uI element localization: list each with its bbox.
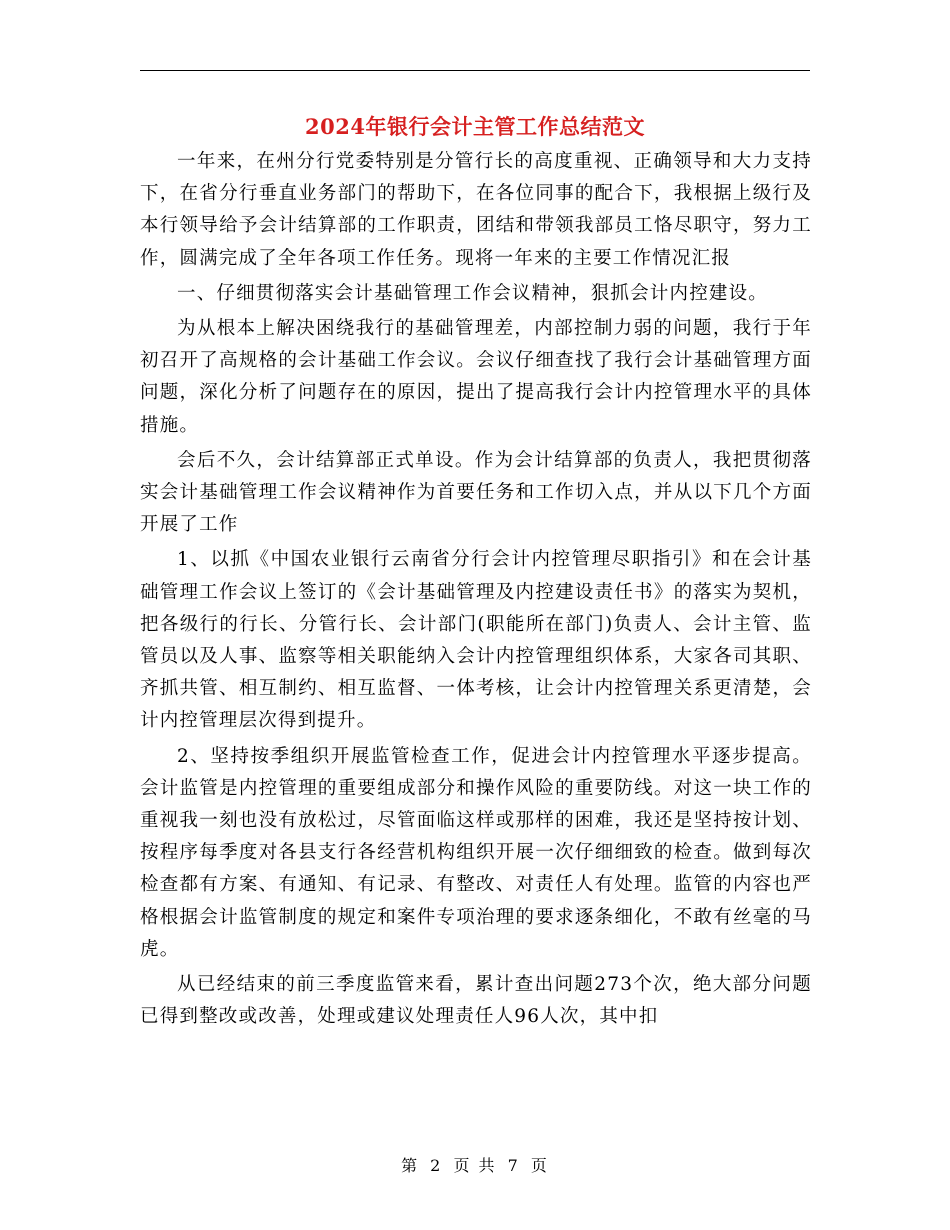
footer-page-number: 2 [430, 1156, 443, 1175]
paragraph-item-2: 2、坚持按季组织开展监管检查工作，促进会计内控管理水平逐步提高。会计监管是内控管理的重要组成部分和操作风险的重要防线。对这一块工作的重视我一刻也没有放松过，尽管面临这样或那样的困难，我还是坚持按计划、按程序每季度对各县支行各经营机构组织开展一次仔细细致的检查。做到每次检查都有方案、有通知、有记录、有整改、对责任人有处理。监管的内容也严格根据会计监管制度的规定和案件专项治理的要求逐条细化，不敢有丝毫的马虎。 [140, 745, 812, 960]
paragraph-meeting: 为从根本上解决困绕我行的基础管理差，内部控制力弱的问题，我行于年初召开了高规格的会计基础工作会议。会议仔细查找了我行会计基础管理方面问题，深化分析了问题存在的原因，提出了提高我行会计内控管理水平的具体措施。 [140, 318, 812, 436]
paragraph-item-1: 1、以抓《中国农业银行云南省分行会计内控管理尽职指引》和在会计基础管理工作会议上签订的《会计基础管理及内控建设责任书》的落实为契机，把各级行的行长、分管行长、会计部门(职能所在部门)负责人、会计主管、监管员以及人事、监察等相关职能纳入会计内控管理组织体系，大家各司其职、齐抓共管、相互制约、相互监督、一体考核，让会计内控管理关系更清楚，会计内控管理层次得到提升。 [140, 549, 812, 732]
document-title: 2024年银行会计主管工作总结范文 [305, 114, 645, 139]
footer-suffix: 页 [530, 1156, 549, 1175]
footer-middle: 页 共 [453, 1156, 497, 1175]
paragraph-results: 从已经结束的前三季度监管来看，累计查出问题273个次，绝大部分问题已得到整改或改善，处理或建议处理责任人96人次，其中扣 [140, 974, 812, 1028]
paragraph-intro: 一年来，在州分行党委特别是分管行长的高度重视、正确领导和大力支持下，在省分行垂直业务部门的帮助下，在各位同事的配合下，我根据上级行及本行领导给予会计结算部的工作职责，团结和带领我部员工恪尽职守，努力工作，圆满完成了全年各项工作任务。现将一年来的主要工作情况汇报 [140, 151, 812, 269]
paragraph-department-setup: 会后不久，会计结算部正式单设。作为会计结算部的负责人，我把贯彻落实会计基础管理工作会议精神作为首要任务和工作切入点，并从以下几个方面开展了工作 [140, 449, 812, 536]
paragraph-section-heading-1: 一、仔细贯彻落实会计基础管理工作会议精神，狠抓会计内控建设。 [177, 282, 769, 304]
footer-prefix: 第 [401, 1156, 420, 1175]
header-rule [140, 70, 810, 71]
document-body [140, 146, 812, 1036]
footer-total-pages: 7 [507, 1156, 520, 1175]
page-footer [0, 1154, 950, 1178]
